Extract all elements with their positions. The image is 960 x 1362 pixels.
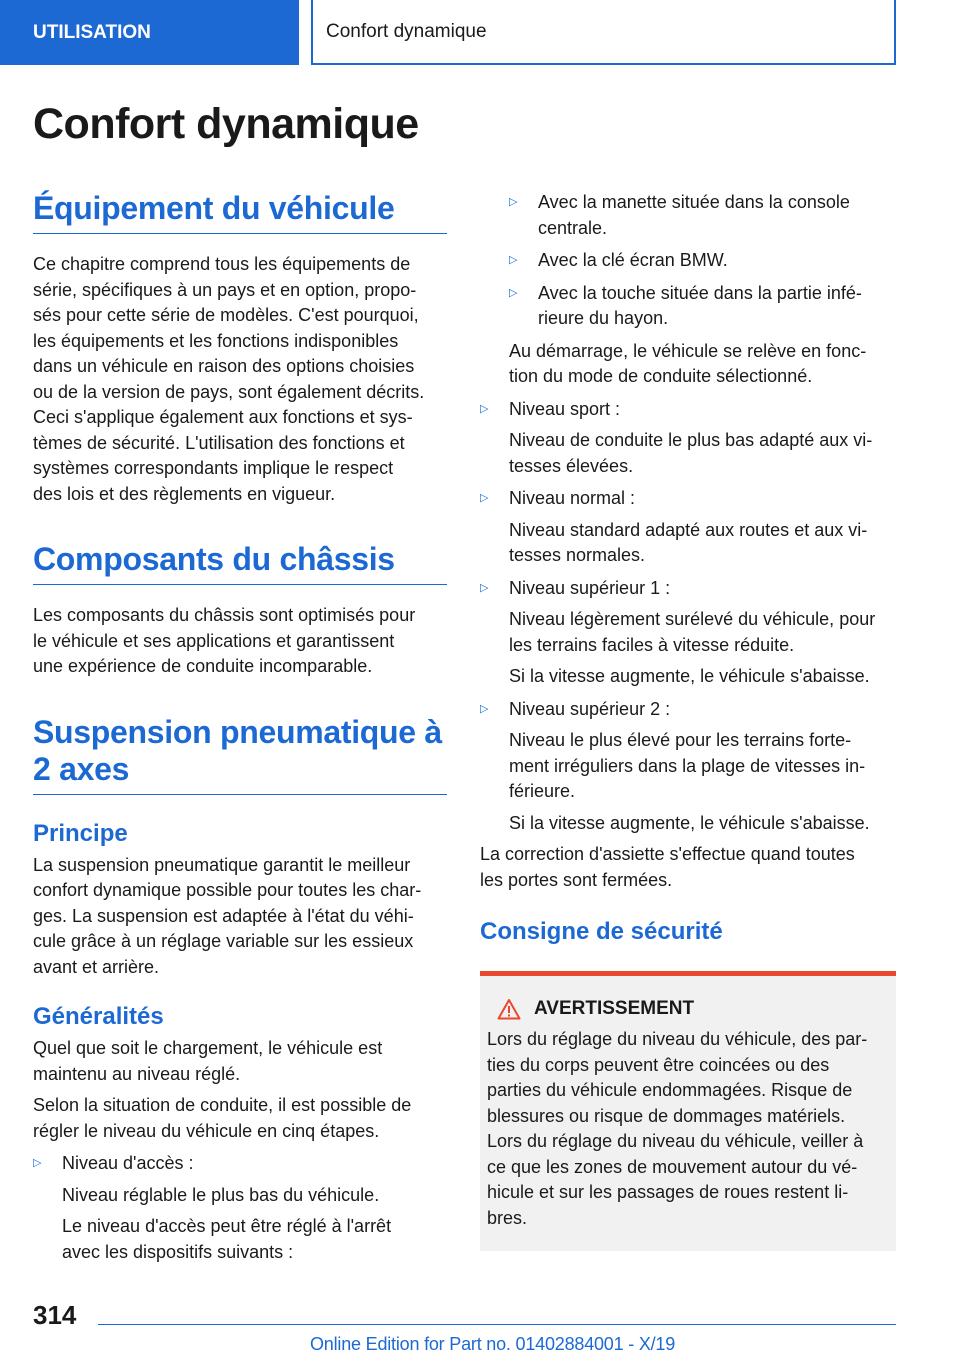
- list-item-sport: ▷ Niveau sport : Niveau de conduite le plus bas adapté aux vi- tesses élevées.: [480, 398, 873, 476]
- correction-text: La correction d'assiette s'effectue quand toutes les portes sont fermées.: [480, 844, 855, 890]
- triangle-bullet-icon: ▷: [509, 286, 518, 299]
- acces-label: Niveau d'accès :: [62, 1153, 194, 1173]
- equipment-heading: Équipement du véhicule: [33, 190, 447, 234]
- safety-heading: Consigne de sécurité: [480, 918, 723, 945]
- triangle-bullet-icon: ▷: [509, 254, 518, 266]
- chassis-heading: Composants du châssis: [33, 541, 447, 585]
- generalites-text-1: Quel que soit le chargement, le véhicule est maintenu au niveau réglé.: [33, 1038, 383, 1084]
- list-item-acces: [33, 1151, 447, 1265]
- header-chapter-label: Confort dynamique: [326, 20, 487, 42]
- warning-triangle-icon: [497, 998, 521, 1020]
- triangle-bullet-icon: ▷: [33, 1157, 42, 1169]
- triangle-bullet-icon: ▷: [509, 196, 518, 208]
- page-title: Confort dynamique: [33, 100, 419, 148]
- list-item-normal: ▷ Niveau normal : Niveau standard adapté aux routes et aux vi- tesses normales.: [480, 488, 868, 565]
- sub-list-item: ▷ Avec la manette située dans la console centrale.: [509, 192, 850, 238]
- triangle-bullet-icon: ▷: [480, 492, 489, 504]
- page-number: 314: [33, 1300, 77, 1330]
- start-note: Au démarrage, le véhicule se relève en fonc- tion du mode de conduite sélectionné.: [509, 340, 867, 386]
- triangle-bullet-icon: ▷: [480, 402, 489, 415]
- left-column: [33, 190, 447, 1265]
- acces-note: Le niveau d'accès peut être réglé à l'arrêt avec les dispositifs suivants :: [62, 1216, 392, 1262]
- principe-text: La suspension pneumatique garantit le meilleur confort dynamique possible pour toutes les char- ges. La suspension est adaptée à l'état du véhi- cule grâce à un réglage variable sur les essieux avant et arrière.: [33, 854, 422, 977]
- generalites-heading: Généralités: [33, 1003, 164, 1030]
- acces-desc: Niveau réglable le plus bas du véhicule.: [62, 1184, 380, 1205]
- sub-list-item: ▷ Avec la touche située dans la partie infé- rieure du hayon.: [509, 282, 862, 328]
- principe-heading: Principe: [33, 819, 128, 847]
- access-devices-list: [480, 190, 896, 390]
- right-column: [480, 190, 896, 1251]
- equipment-text: Ce chapitre comprend tous les équipements de série, spécifiques à un pays et en option, propo- sés pour cette série de modèles. C'est pourquoi, les équipements et les fonctions indisponibles dans un véhicule en raison des options choisies ou de la version de pays, sont également décrits. Ceci s'applique également aux fonctions et sys- tèmes de sécurité. L'utilisation des fonctions et systèmes correspondants implique le respect des lois et des règlements en vigueur.: [33, 254, 425, 504]
- header-section-label: UTILISATION: [33, 21, 151, 43]
- header-section-tab: [0, 0, 299, 65]
- footer-divider: [98, 1324, 896, 1325]
- triangle-bullet-icon: ▷: [480, 581, 489, 594]
- list-item-superieur-2: ▷ Niveau supérieur 2 : Niveau le plus élevé pour les terrains forte- ment irréguliers dans la plage de vitesses in- férieure. Si la vitesse augmente, le véhicule s'abaisse.: [480, 698, 870, 833]
- list-item-superieur-1: ▷ Niveau supérieur 1 : Niveau légèrement surélevé du véhicule, pour les terrains faciles à vitesse réduite. Si la vitesse augmente, le véhicule s'abaisse.: [480, 577, 876, 686]
- suspension-heading: Suspension pneumatique à 2 axes: [33, 714, 447, 795]
- warning-text: Lors du réglage du niveau du véhicule, des par- ties du corps peuvent être coincées ou des parties du véhicule endommagées. Risque de blessures ou risque de dommages matériels. Lors du réglage du niveau du véhicule, veiller à ce que les zones de mouvement autour du vé- hicule et sur les passages de roues restent li- bres.: [487, 1029, 868, 1228]
- chassis-text: Les composants du châssis sont optimisés pour le véhicule et ses applications et garantissent une expérience de conduite incomparable.: [33, 605, 416, 676]
- edition-note: Online Edition for Part no. 01402884001 - X/19: [310, 1334, 676, 1354]
- warning-title: AVERTISSEMENT: [487, 998, 889, 1020]
- triangle-bullet-icon: ▷: [480, 702, 489, 715]
- warning-box: [480, 971, 896, 1251]
- sub-list-item: ▷ Avec la clé écran BMW.: [509, 250, 728, 270]
- generalites-text-2: Selon la situation de conduite, il est possible de régler le niveau du véhicule en cinq étapes.: [33, 1095, 412, 1141]
- header-chapter: [311, 0, 896, 65]
